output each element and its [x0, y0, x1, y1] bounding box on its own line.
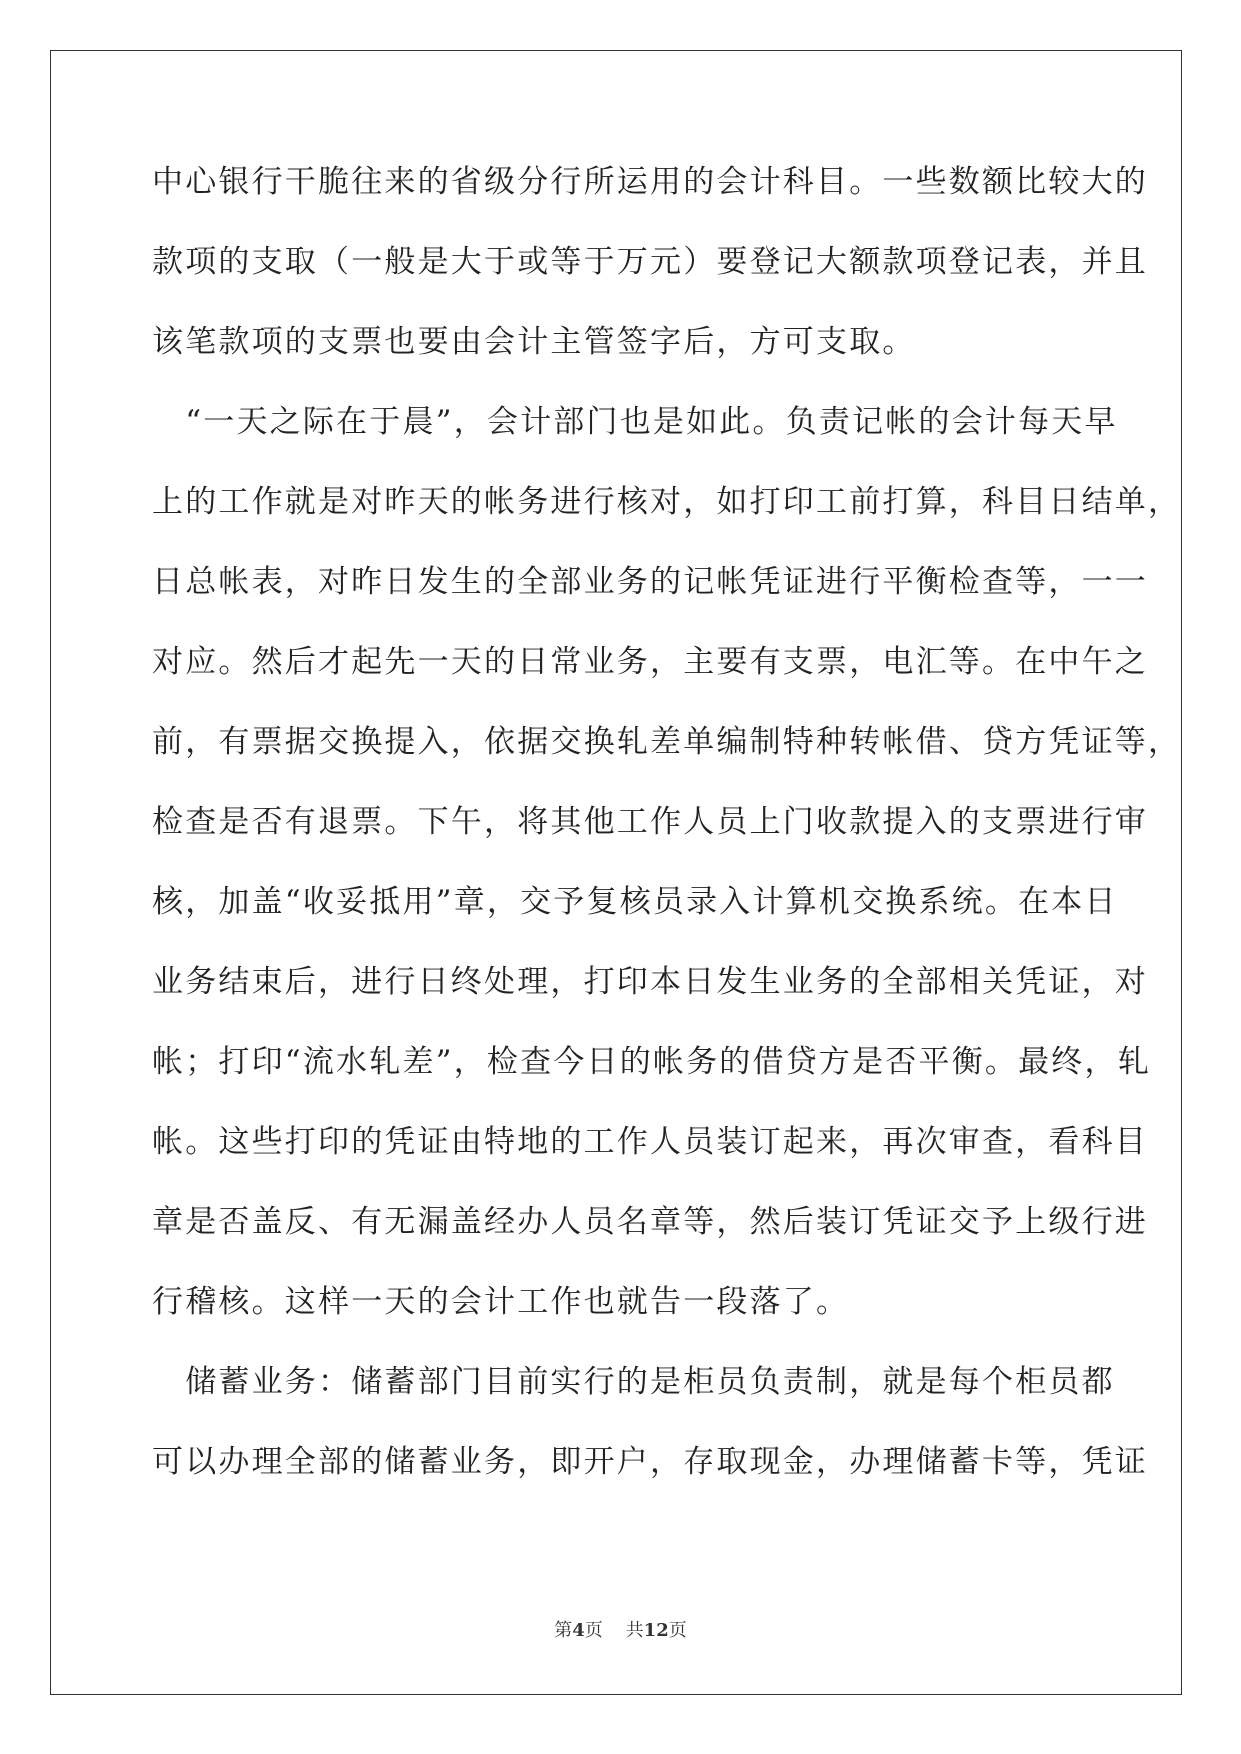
page-footer [0, 1616, 1241, 1642]
total-pages: 12 [643, 1620, 669, 1641]
text-line: 日总帐表，对昨日发生的全部业务的记帐凭证进行平衡检查等，一一 [152, 564, 1148, 600]
footer-page-unit: 页 [584, 1620, 603, 1641]
text-line: 帐。这些打印的凭证由特地的工作人员装订起来，再次审查，看科目 [152, 1124, 1148, 1160]
text-line: 帐；打印“流水轧差”，检查今日的帐务的借贷方是否平衡。最终，轧 [152, 1044, 1151, 1080]
text-line: “一天之际在于晨”，会计部门也是如此。负责记帐的会计每天早 [152, 404, 1118, 440]
text-line: 储蓄业务：储蓄部门目前实行的是柜员负责制，就是每个柜员都 [152, 1364, 1115, 1400]
text-line: 前，有票据交换提入，依据交换轧差单编制特种转帐借、贷方凭证等， [152, 724, 1182, 760]
footer-total-unit: 页 [668, 1620, 687, 1641]
text-line: 可以办理全部的储蓄业务，即开户，存取现金，办理储蓄卡等，凭证 [152, 1444, 1148, 1480]
text-line: 核，加盖“收妥抵用”章，交予复核员录入计算机交换系统。在本日 [152, 884, 1118, 920]
document-body [152, 163, 1182, 1523]
text-line: 中心银行干脆往来的省级分行所运用的会计科目。一些数额比较大的 [152, 164, 1148, 200]
text-line: 该笔款项的支票也要由会计主管签字后，方可支取。 [152, 324, 916, 360]
text-line: 款项的支取（一般是大于或等于万元）要登记大额款项登记表，并且 [152, 244, 1148, 280]
text-line: 对应。然后才起先一天的日常业务，主要有支票，电汇等。在中午之 [152, 644, 1148, 680]
text-line: 行稽核。这样一天的会计工作也就告一段落了。 [152, 1284, 850, 1320]
footer-total-prefix: 共 [625, 1620, 644, 1641]
footer-prefix: 第 [554, 1620, 573, 1641]
text-line: 业务结束后，进行日终处理，打印本日发生业务的全部相关凭证，对 [152, 964, 1148, 1000]
text-line: 上的工作就是对昨天的帐务进行核对，如打印工前打算，科目日结单， [152, 484, 1182, 520]
text-line: 章是否盖反、有无漏盖经办人员名章等，然后装订凭证交予上级行进 [152, 1204, 1148, 1240]
page-number: 4 [572, 1620, 585, 1641]
text-line: 检查是否有退票。下午，将其他工作人员上门收款提入的支票进行审 [152, 804, 1148, 840]
